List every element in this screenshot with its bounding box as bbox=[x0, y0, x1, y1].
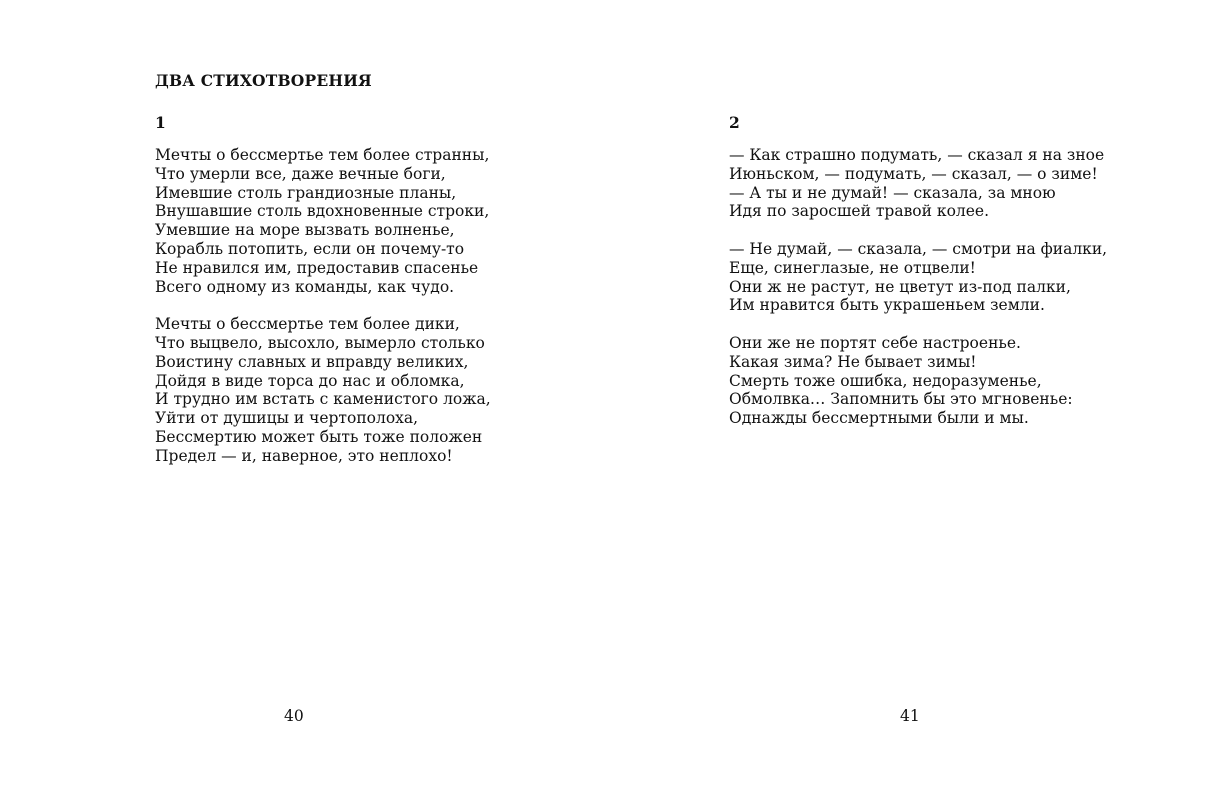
poem-line: Не нравился им, предоставив спасенье bbox=[155, 258, 479, 277]
poem-line: Умевшие на море вызвать волненье, bbox=[155, 221, 455, 240]
poem-line: Предел — и, наверное, это неплохо! bbox=[155, 446, 453, 465]
poem-1 bbox=[155, 146, 491, 484]
poem-line: Мечты о бессмертье тем более странны, bbox=[155, 146, 490, 164]
poem-line: Мечты о бессмертье тем более дики, bbox=[155, 315, 460, 334]
stanza bbox=[155, 315, 491, 465]
poem-line: Еще, синеглазые, не отцвели! bbox=[729, 258, 976, 277]
right-page bbox=[606, 0, 1212, 800]
poem-line: Что выцвело, высохло, вымерло столько bbox=[155, 333, 485, 352]
poem-line: Воистину славных и вправду великих, bbox=[155, 352, 469, 371]
poem-line: Смерть тоже ошибка, недоразуменье, bbox=[729, 371, 1042, 390]
poem-line: Они же не портят себе настроенье. bbox=[729, 333, 1021, 352]
poem-line: Они ж не растут, не цветут из-под палки, bbox=[729, 277, 1071, 296]
poem-line: — Как страшно подумать, — сказал я на зное bbox=[729, 146, 1105, 164]
poem-line: Имевшие столь грандиозные планы, bbox=[155, 183, 457, 202]
poem-line: Обмолвка… Запомнить бы это мгновенье: bbox=[729, 390, 1073, 409]
poem-line: Им нравится быть украшеньем земли. bbox=[729, 296, 1045, 315]
page-title: ДВА СТИХОТВОРЕНИЯ bbox=[155, 71, 372, 90]
poem-line: И трудно им встать с каменистого ложа, bbox=[155, 390, 491, 409]
poem-line: Внушавшие столь вдохновенные строки, bbox=[155, 202, 490, 221]
poem-line: Идя по заросшей травой колее. bbox=[729, 202, 990, 221]
poem-line: Июньском, — подумать, — сказал, — о зиме! bbox=[729, 164, 1098, 183]
stanza bbox=[729, 334, 1107, 428]
poem-line: — Не думай, — сказала, — смотри на фиалки, bbox=[729, 239, 1108, 258]
poem-line: Однажды бессмертными были и мы. bbox=[729, 409, 1029, 428]
page-number: 41 bbox=[900, 707, 920, 725]
stanza bbox=[729, 240, 1107, 315]
poem-line: Бессмертию может быть тоже положен bbox=[155, 427, 483, 446]
stanza bbox=[155, 146, 491, 296]
poem-line: Всего одному из команды, как чудо. bbox=[155, 277, 455, 296]
page-number: 40 bbox=[284, 707, 304, 725]
poem-number: 1 bbox=[155, 113, 166, 132]
poem-number: 2 bbox=[729, 113, 740, 132]
poem-line: Уйти от душицы и чертополоха, bbox=[155, 409, 419, 428]
poem-line: Дойдя в виде торса до нас и обломка, bbox=[155, 371, 465, 390]
stanza bbox=[729, 146, 1107, 221]
poem-line: Что умерли все, даже вечные боги, bbox=[155, 164, 446, 183]
poem-line: Какая зима? Не бывает зимы! bbox=[729, 352, 977, 371]
poem-2 bbox=[729, 146, 1107, 447]
poem-line: — А ты и не думай! — сказала, за мною bbox=[729, 183, 1056, 202]
poem-line: Корабль потопить, если он почему-то bbox=[155, 239, 465, 258]
